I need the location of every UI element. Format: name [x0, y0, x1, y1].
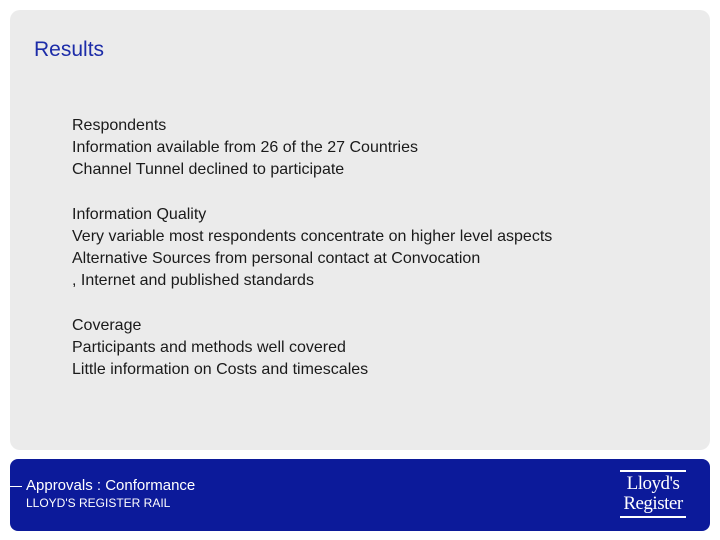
- section-text-line: Very variable most respondents concentrate on higher level aspects: [72, 228, 553, 245]
- logo-text-line1: Lloyd's: [626, 473, 680, 494]
- content-panel: [10, 10, 710, 450]
- slide-title: Results: [34, 38, 105, 61]
- logo-bottom-rule: [620, 516, 686, 518]
- section-heading: Coverage: [72, 317, 142, 334]
- section-text-line: , Internet and published standards: [72, 272, 314, 289]
- footer-tick-mark: [10, 486, 22, 487]
- section-text-line: Little information on Costs and timescales: [72, 361, 369, 378]
- lloyds-register-logo: [620, 470, 686, 520]
- logo-top-rule: [620, 470, 686, 472]
- section-text-line: Information available from 26 of the 27 Countries: [72, 139, 418, 156]
- results-sections: [72, 115, 692, 404]
- section-text-line: Participants and methods well covered: [72, 339, 346, 356]
- footer-bar: [10, 459, 710, 531]
- section-heading: Respondents: [72, 117, 167, 134]
- section-text-line: Alternative Sources from personal contact at Convocation: [72, 250, 481, 267]
- section-heading: Information Quality: [72, 206, 207, 223]
- section-information-quality: [72, 204, 692, 292]
- section-respondents: [72, 115, 692, 181]
- logo-text-line2: Register: [623, 493, 683, 514]
- footer-subtitle: LLOYD'S REGISTER RAIL: [26, 496, 171, 510]
- footer-title: Approvals : Conformance: [26, 477, 196, 494]
- section-coverage: [72, 315, 692, 381]
- section-text-line: Channel Tunnel declined to participate: [72, 161, 345, 178]
